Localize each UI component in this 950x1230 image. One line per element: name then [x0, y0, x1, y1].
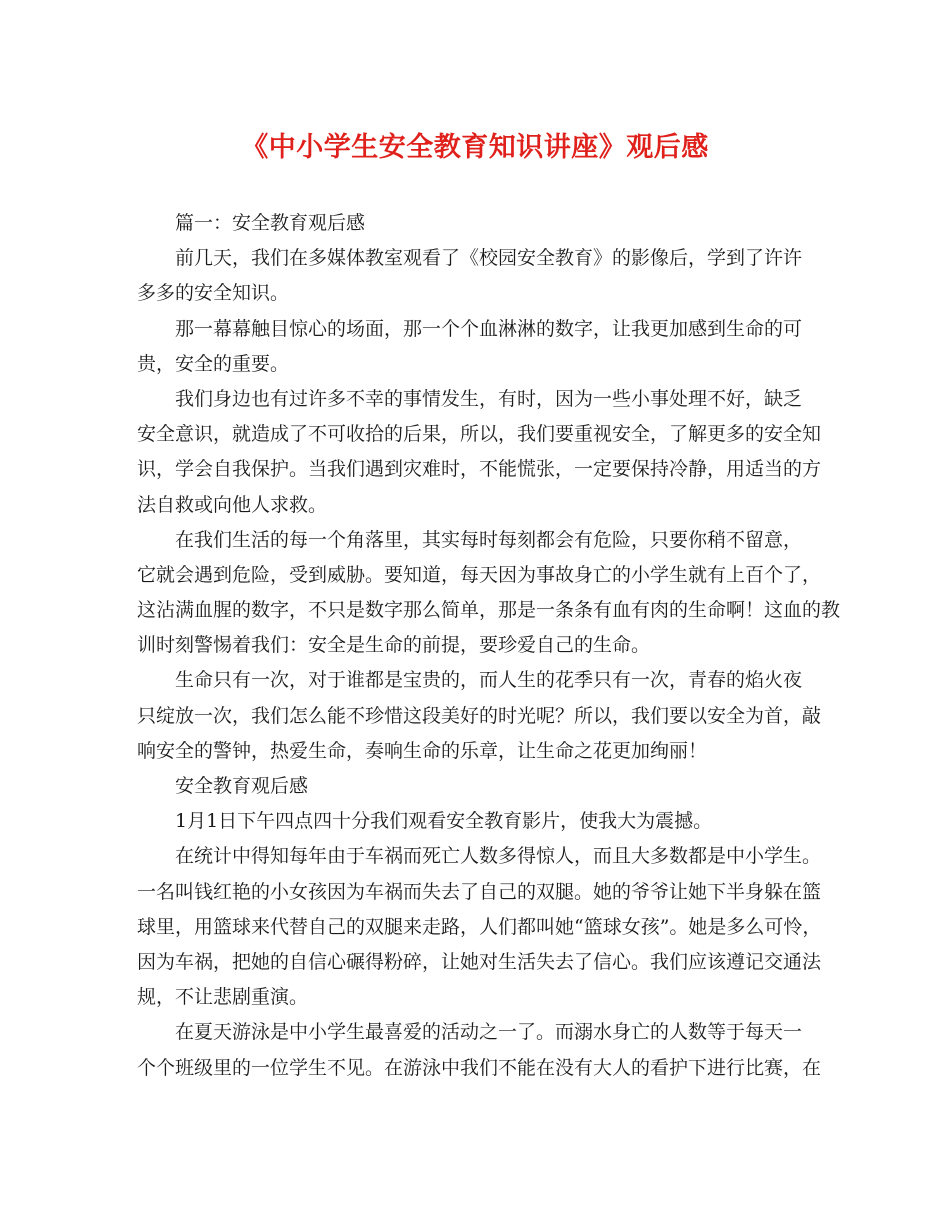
text-line: 多多的安全知识。 — [137, 282, 290, 305]
text-line: 训时刻警惕着我们：安全是生命的前提，要珍爱自己的生命。 — [137, 634, 651, 657]
text-line: 球里，用篮球来代替自己的双腿来走路，人们都叫她“篮球女孩”。她是多么可怜， — [137, 915, 822, 938]
text-line: 响安全的警钟，热爱生命，奏响生命的乐章，让生命之花更加绚丽！ — [137, 739, 708, 762]
text-line: 规，不让悲剧重演。 — [137, 986, 309, 1009]
text-line: 我们身边也有过许多不幸的事情发生，有时，因为一些小事处理不好，缺乏 — [175, 387, 803, 410]
text-line: 在统计中得知每年由于车祸而死亡人数多得惊人，而且大多数都是中小学生。 — [175, 845, 822, 868]
document-body — [137, 206, 841, 1086]
text-line: 只绽放一次，我们怎么能不珍惜这段美好的时光呢？所以，我们要以安全为首，敲 — [137, 704, 822, 727]
text-line: 一名叫钱红艳的小女孩因为车祸而失去了自己的双腿。她的爷爷让她下半身躲在篮 — [137, 880, 822, 903]
text-line: 识，学会自我保护。当我们遇到灾难时，不能慌张，一定要保持冷静，用适当的方 — [137, 458, 822, 481]
text-line: 贵，安全的重要。 — [137, 352, 290, 375]
text-line: 因为车祸，把她的自信心碾得粉碎，让她对生活失去了信心。我们应该遵记交通法 — [137, 950, 822, 973]
text-line: 在我们生活的每一个角落里，其实每时每刻都会有危险，只要你稍不留意， — [175, 528, 803, 551]
text-line: 1月1日下午四点四十分我们观看安全教育影片，使我大为震撼。 — [175, 810, 713, 833]
document-title: 《中小学生安全教育知识讲座》观后感 — [241, 132, 709, 163]
text-line: 个个班级里的一位学生不见。在游泳中我们不能在没有大人的看护下进行比赛，在 — [137, 1056, 822, 1079]
text-line: 篇一：安全教育观后感 — [175, 212, 366, 234]
text-line: 安全意识，就造成了不可收拾的后果，所以，我们要重视安全，了解更多的安全知 — [137, 423, 822, 446]
text-line: 这沾满血腥的数字，不只是数字那么简单，那是一条条有血有肉的生命啊！这血的教 — [137, 599, 841, 622]
text-line: 在夏天游泳是中小学生最喜爱的活动之一了。而溺水身亡的人数等于每天一 — [175, 1021, 803, 1044]
text-line: 前几天，我们在多媒体教室观看了《校园安全教育》的影像后，学到了许许 — [175, 247, 803, 270]
text-line: 生命只有一次，对于谁都是宝贵的，而人生的花季只有一次，青春的焰火夜 — [175, 669, 803, 692]
text-line: 法自救或向他人求救。 — [137, 493, 328, 516]
text-line: 那一幕幕触目惊心的场面，那一个个血淋淋的数字，让我更加感到生命的可 — [175, 317, 803, 340]
text-line: 它就会遇到危险，受到威胁。要知道，每天因为事故身亡的小学生就有上百个了， — [137, 563, 822, 586]
text-line: 安全教育观后感 — [175, 775, 309, 797]
